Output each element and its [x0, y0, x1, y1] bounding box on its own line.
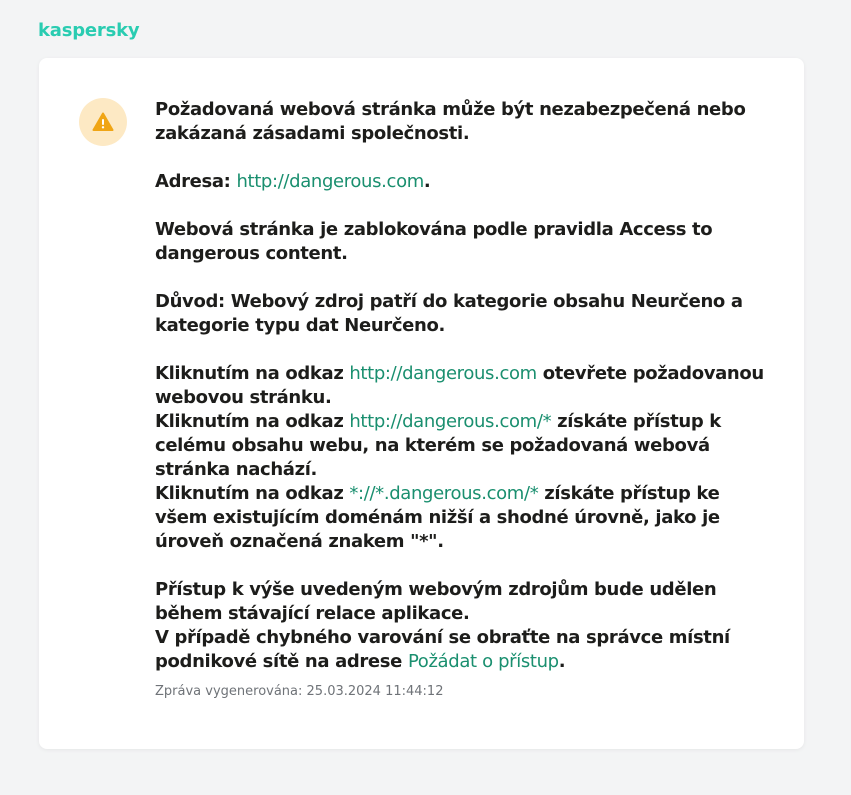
- address-link[interactable]: http://dangerous.com: [236, 171, 424, 192]
- request-access-link[interactable]: Požádat o přístup: [407, 651, 559, 672]
- reason-text: Důvod: Webový zdroj patří do kategorie obsahu Neurčeno a kategorie typu dat Neurčeno.: [155, 291, 743, 336]
- warning-badge: [79, 98, 127, 146]
- address-label: Adresa:: [155, 171, 237, 192]
- option-open-page: [155, 362, 775, 410]
- intro-text: Požadovaná webová stránka může být nezabezpečená nebo zakázaná zásadami společnosti.: [155, 99, 746, 144]
- option1-prefix: Kliknutím na odkaz: [155, 363, 350, 384]
- open-domains-link[interactable]: *://*.dangerous.com/*: [349, 483, 539, 504]
- contact-line: [155, 626, 775, 674]
- notice-message: [155, 98, 775, 674]
- contact-prefix: V případě chybného varování se obraťte na správce místní podnikové sítě na adrese: [155, 627, 730, 672]
- option2-suffix: získáte přístup k celému obsahu webu, na kterém se požadovaná webová stránka nachází.: [155, 411, 721, 480]
- option3-prefix: Kliknutím na odkaz: [155, 483, 350, 504]
- rule-text: Webová stránka je zablokována podle pravidla Access to dangerous content.: [155, 219, 713, 264]
- spacer: [155, 554, 775, 578]
- address-suffix: .: [423, 171, 431, 192]
- open-page-link[interactable]: http://dangerous.com: [349, 363, 537, 384]
- address-line: [155, 170, 775, 194]
- option3-suffix: získáte přístup ke všem existujícím doménám nižší a shodné úrovně, jako je úroveň označená znakem "*".: [155, 483, 720, 552]
- option2-prefix: Kliknutím na odkaz: [155, 411, 350, 432]
- warning-triangle-icon: [92, 111, 114, 133]
- open-site-link[interactable]: http://dangerous.com/*: [349, 411, 552, 432]
- session-text: Přístup k výše uvedeným webovým zdrojům bude udělen během stávající relace aplikace.: [155, 579, 717, 624]
- option-open-site: [155, 410, 775, 482]
- block-notice-card: [39, 58, 804, 749]
- option-open-domains: [155, 482, 775, 554]
- generated-timestamp: Zpráva vygenerována: 25.03.2024 11:44:12: [155, 684, 444, 699]
- contact-suffix: .: [558, 651, 566, 672]
- kaspersky-logo: kaspersky: [38, 20, 140, 41]
- option1-suffix: otevřete požadovanou webovou stránku.: [155, 363, 764, 408]
